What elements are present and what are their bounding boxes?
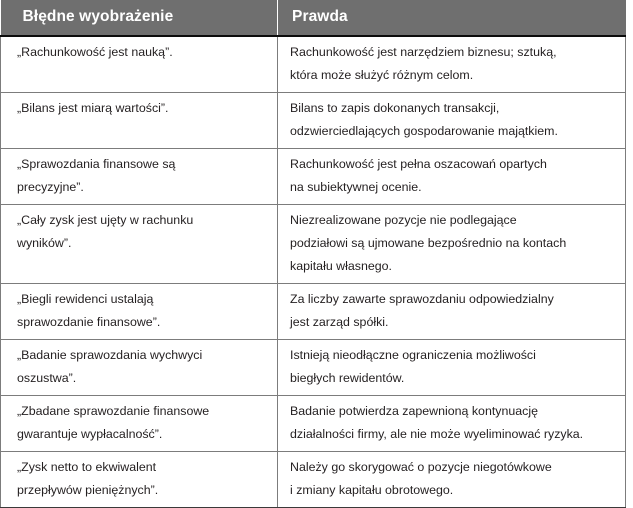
cell-text-line: kapitału własnego.	[290, 259, 392, 273]
cell-text-line: Za liczby zawarte sprawozdaniu odpowiedzialny	[290, 292, 554, 306]
cell-misconception	[1, 36, 278, 93]
cell-misconception	[1, 284, 278, 340]
cell-text-line: precyzyjne”.	[17, 180, 84, 194]
table-row	[1, 340, 626, 396]
table-row	[1, 284, 626, 340]
table-body	[1, 36, 626, 508]
cell-truth	[278, 36, 626, 93]
cell-text-line: „Rachunkowość jest nauką”.	[17, 45, 173, 59]
cell-misconception	[1, 149, 278, 205]
cell-truth	[278, 340, 626, 396]
cell-misconception	[1, 205, 278, 284]
cell-truth	[278, 396, 626, 452]
table-row	[1, 149, 626, 205]
cell-text-line: na subiektywnej ocenie.	[290, 180, 422, 194]
cell-text-line: sprawozdanie finansowe”.	[17, 315, 161, 329]
column-header-truth: Prawda	[278, 0, 626, 36]
cell-truth	[278, 452, 626, 508]
cell-text-line: „Zysk netto to ekwiwalent	[17, 460, 157, 474]
table-row	[1, 205, 626, 284]
cell-text-line: Istnieją nieodłączne ograniczenia możliwości	[290, 348, 536, 362]
table-row	[1, 396, 626, 452]
cell-text-line: jest zarząd spółki.	[290, 315, 389, 329]
cell-text-line: i zmiany kapitału obrotowego.	[290, 483, 454, 497]
table-header	[1, 0, 626, 36]
cell-misconception	[1, 396, 278, 452]
column-header-misconception: Błędne wyobrażenie	[1, 0, 278, 36]
cell-text-line: Badanie potwierdza zapewnioną kontynuację	[290, 404, 538, 418]
cell-truth	[278, 284, 626, 340]
cell-truth	[278, 205, 626, 284]
cell-text-line: „Bilans jest miarą wartości”.	[17, 101, 169, 115]
cell-text-line: „Zbadane sprawozdanie finansowe	[17, 404, 210, 418]
cell-misconception	[1, 340, 278, 396]
header-row	[1, 0, 626, 36]
cell-text-line: Rachunkowość jest narzędziem biznesu; sztuką,	[290, 45, 557, 59]
cell-text-line: gwarantuje wypłacalność”.	[17, 427, 163, 441]
cell-misconception	[1, 93, 278, 149]
cell-text-line: odzwierciedlających gospodarowanie majątkiem.	[290, 124, 558, 138]
cell-text-line: oszustwa”.	[17, 371, 77, 385]
cell-misconception	[1, 452, 278, 508]
cell-text-line: która może służyć różnym celom.	[290, 68, 474, 82]
cell-text-line: wyników”.	[17, 236, 72, 250]
cell-text-line: „Sprawozdania finansowe są	[17, 157, 176, 171]
cell-text-line: „Cały zysk jest ujęty w rachunku	[17, 213, 194, 227]
cell-truth	[278, 93, 626, 149]
cell-truth	[278, 149, 626, 205]
table-row	[1, 36, 626, 93]
cell-text-line: Należy go skorygować o pozycje niegotówkowe	[290, 460, 552, 474]
table-row	[1, 93, 626, 149]
cell-text-line: Niezrealizowane pozycje nie podlegające	[290, 213, 517, 227]
cell-text-line: Rachunkowość jest pełna oszacowań opartych	[290, 157, 547, 171]
cell-text-line: podziałowi są ujmowane bezpośrednio na kontach	[290, 236, 567, 250]
cell-text-line: „Badanie sprawozdania wychwyci	[17, 348, 203, 362]
cell-text-line: działalności firmy, ale nie może wyeliminować ryzyka.	[290, 427, 584, 441]
cell-text-line: Bilans to zapis dokonanych transakcji,	[290, 101, 500, 115]
cell-text-line: biegłych rewidentów.	[290, 371, 405, 385]
cell-text-line: przepływów pieniężnych”.	[17, 483, 159, 497]
table-row	[1, 452, 626, 508]
cell-text-line: „Biegli rewidenci ustalają	[17, 292, 154, 306]
